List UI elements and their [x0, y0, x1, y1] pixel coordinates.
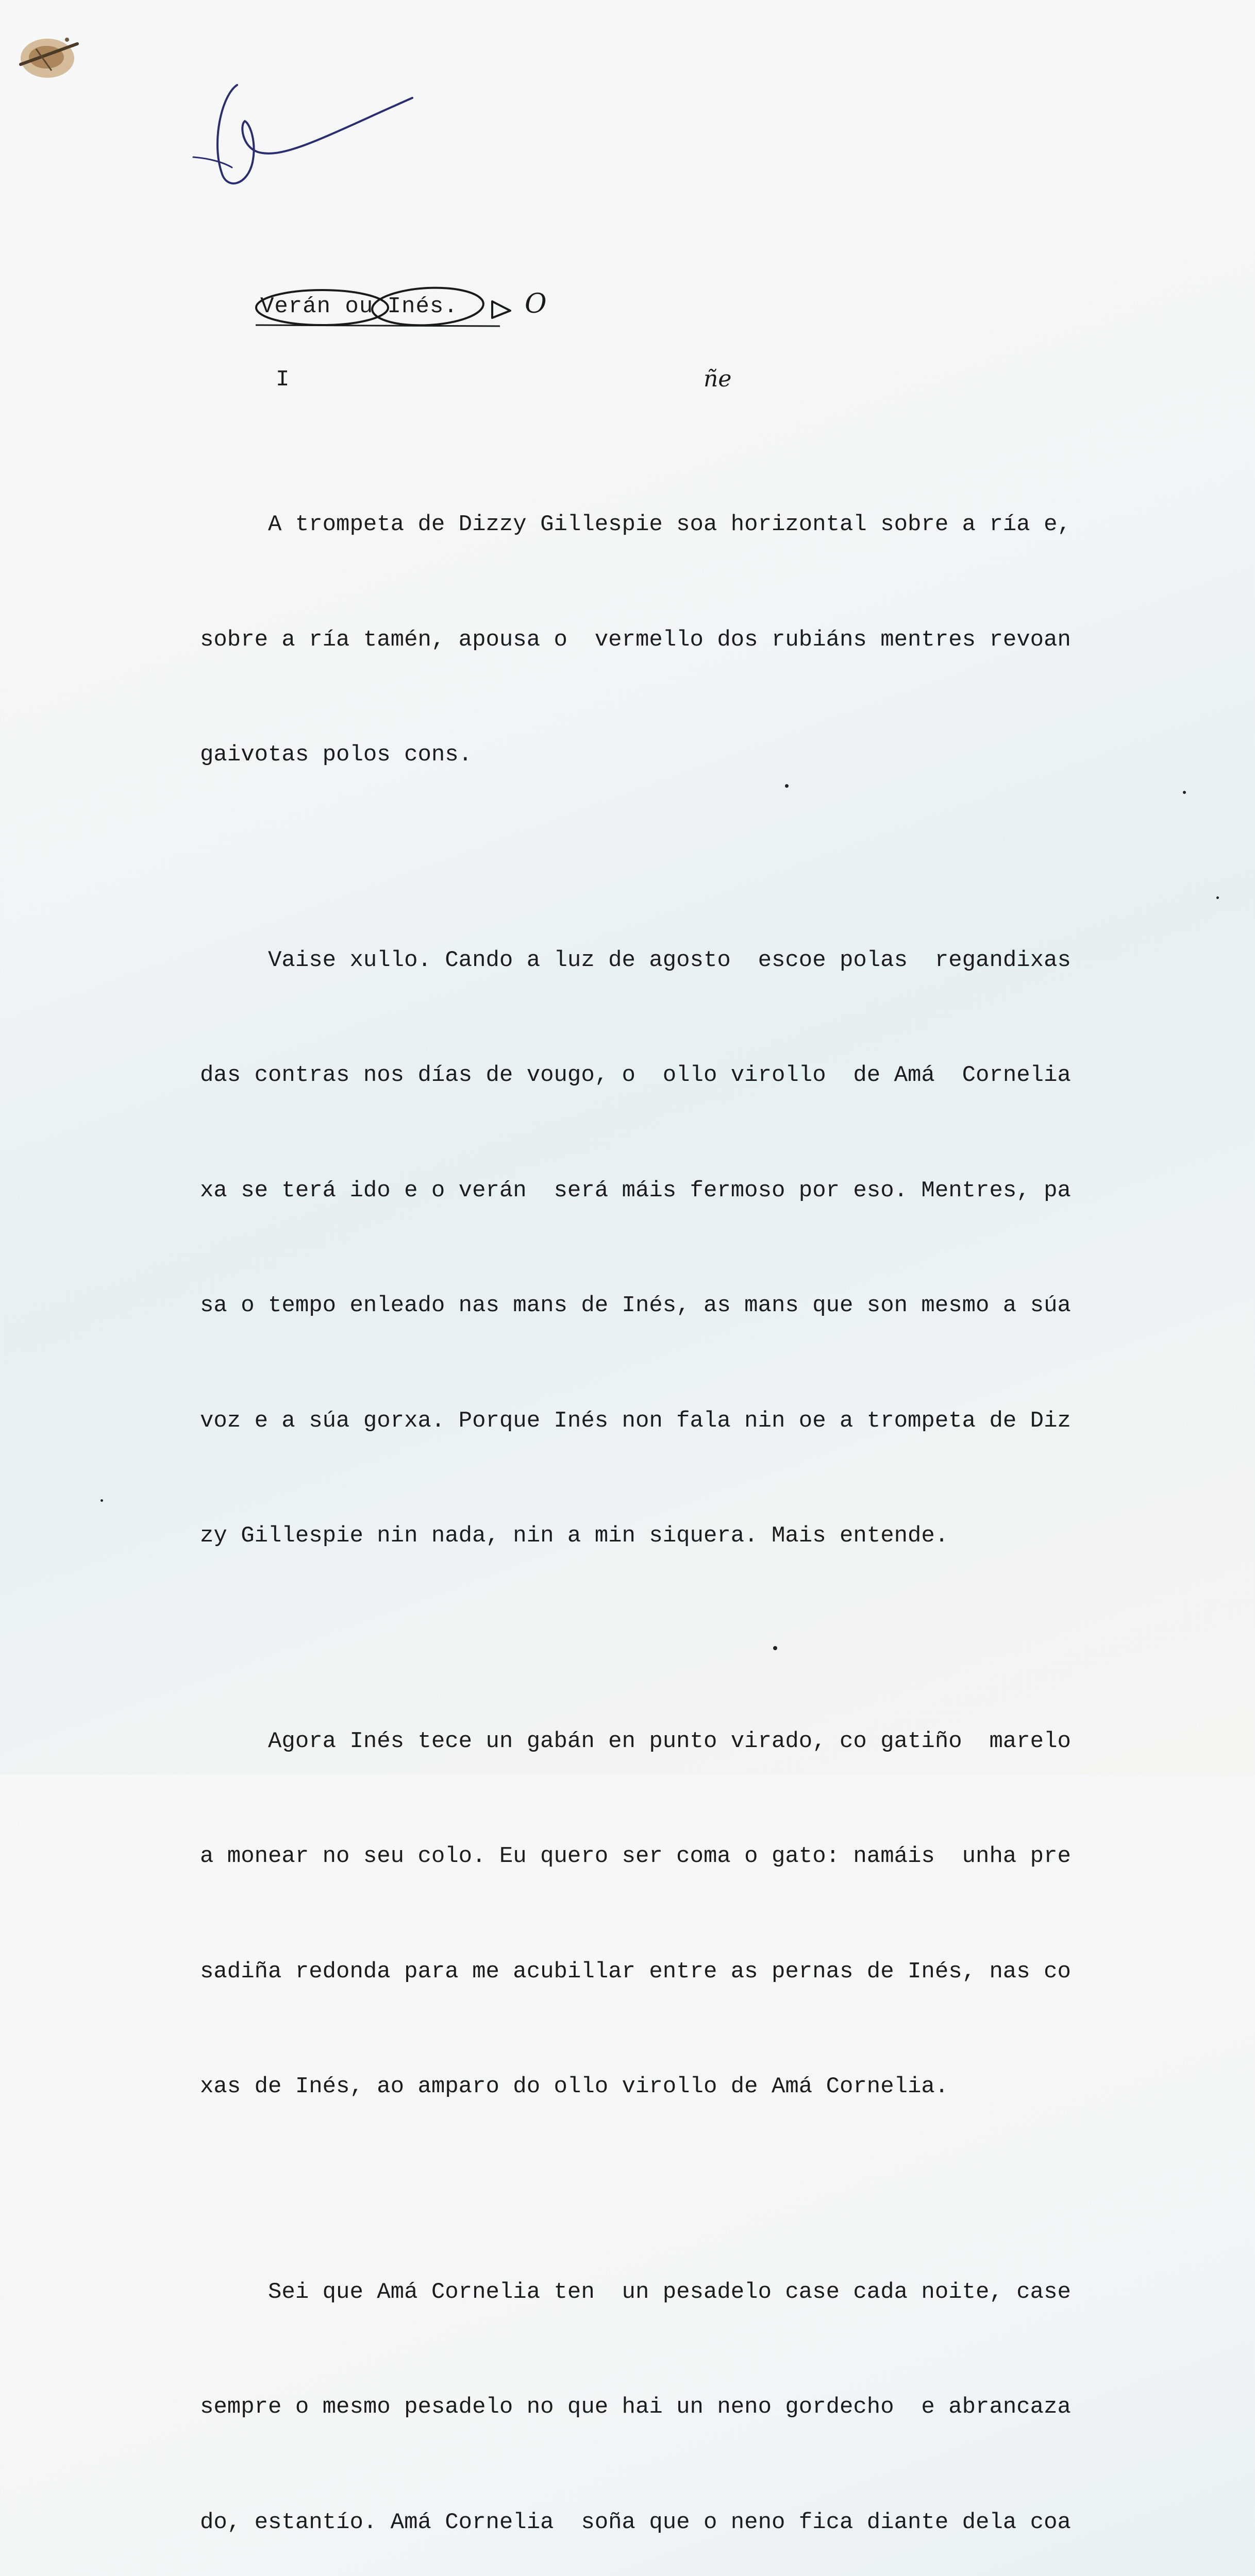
text-line: Vaise xullo. Cando a luz de agosto escoe polas regandixas [200, 941, 1182, 980]
title-handwritten-note: O [525, 289, 547, 319]
body-text [200, 429, 1182, 2576]
text-line: sa o tempo enleado nas mans de Inés, as mans que son mesmo a súa [200, 1286, 1182, 1325]
document-title [260, 286, 458, 327]
paper-speck [773, 1646, 777, 1650]
handwritten-margin-note: ñe [704, 366, 731, 392]
text-line: a monear no seu colo. Eu quero ser coma o gato: namáis unha pre [200, 1837, 1182, 1876]
text-line: Agora Inés tece un gabán en punto virado, co gatiño marelo [200, 1722, 1182, 1761]
text-line: sadiña redonda para me acubillar entre as pernas de Inés, nas co [200, 1953, 1182, 1991]
text-line: das contras nos días de vougo, o ollo virollo de Amá Cornelia [200, 1056, 1182, 1095]
rust-stain-mark [15, 28, 88, 85]
text-line: Sei que Amá Cornelia ten un pesadelo case cada noite, case [200, 2273, 1182, 2312]
text-line: gaivotas polos cons. [200, 736, 1182, 774]
paragraph-4 [200, 2196, 1182, 2576]
text-line: A trompeta de Dizzy Gillespie soa horizontal sobre a ría e, [200, 505, 1182, 544]
text-line: xas de Inés, ao amparo do ollo virollo de Amá Cornelia. [200, 2067, 1182, 2106]
handwritten-initial-mark [191, 75, 428, 198]
paragraph-2 [200, 865, 1182, 1632]
title-text: Verán ou Inés. [260, 294, 458, 319]
text-line: voz e a súa gorxa. Porque Inés non fala nin oe a trompeta de Diz [200, 1402, 1182, 1440]
text-line: sobre a ría tamén, apousa o vermello dos rubiáns mentres revoan [200, 621, 1182, 659]
section-number: I [276, 367, 289, 393]
paragraph-3 [200, 1646, 1182, 2183]
paper-speck [785, 784, 789, 788]
paper-speck [1183, 791, 1186, 794]
text-line: sempre o mesmo pesadelo no que hai un neno gordecho e abrancaza [200, 2388, 1182, 2427]
paragraph-1 [200, 429, 1182, 851]
paper-speck [1216, 896, 1219, 899]
paper-speck [101, 1499, 103, 1502]
text-line: zy Gillespie nin nada, nin a min siquera. Mais entende. [200, 1517, 1182, 1555]
text-line: do, estantío. Amá Cornelia soña que o neno fica diante dela coa [200, 2503, 1182, 2542]
text-line: xa se terá ido e o verán será máis fermoso por eso. Mentres, pa [200, 1172, 1182, 1210]
